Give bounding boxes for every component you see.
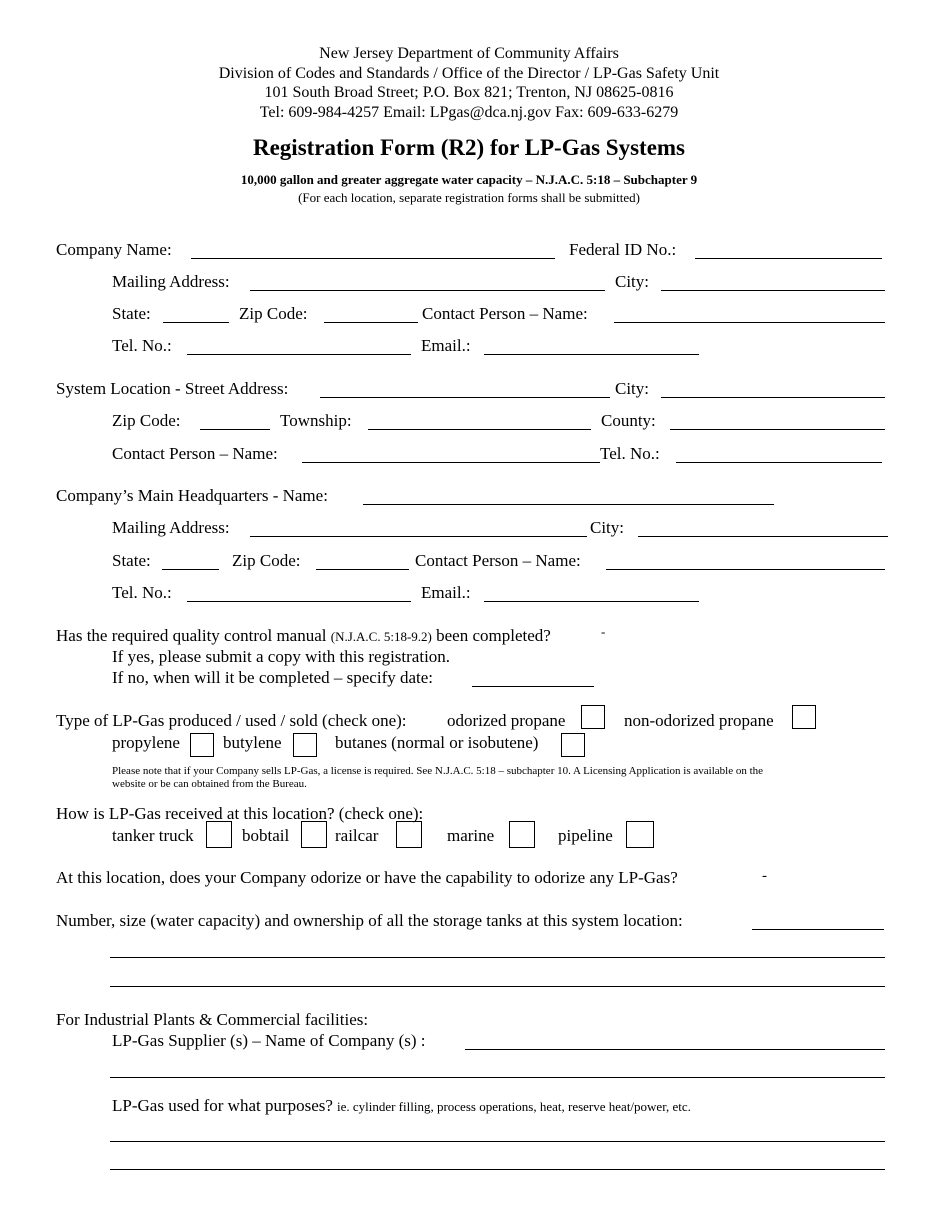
system-zip-field[interactable]	[200, 429, 270, 430]
company-contact-label: Contact Person – Name:	[422, 304, 588, 323]
federal-id-label: Federal ID No.:	[569, 240, 677, 259]
received-tanker-checkbox[interactable]	[206, 821, 232, 848]
hq-zip-label: Zip Code:	[232, 551, 301, 570]
odorize-marker[interactable]: -	[762, 868, 767, 884]
company-city-label: City:	[615, 272, 650, 291]
gas-odorized-checkbox[interactable]	[581, 705, 605, 729]
qc-question	[56, 626, 551, 646]
hq-tel-field[interactable]	[187, 601, 411, 602]
gas-butylene-label: butylene	[223, 733, 282, 752]
received-railcar-checkbox[interactable]	[396, 821, 422, 848]
gas-odorized-label: odorized propane	[447, 711, 566, 730]
qc-no-text: If no, when will it be completed – specify date:	[112, 668, 434, 687]
company-name-label: Company Name:	[56, 240, 172, 259]
hq-name-label: Company’s Main Headquarters - Name:	[56, 486, 328, 505]
system-county-label: County:	[601, 411, 656, 430]
hq-state-label: State:	[112, 551, 151, 570]
qc-reference: (N.J.A.C. 5:18-9.2)	[330, 629, 432, 644]
company-state-label: State:	[112, 304, 151, 323]
system-city-field[interactable]	[661, 397, 885, 398]
hq-city-label: City:	[590, 518, 625, 537]
gas-butanes-checkbox[interactable]	[561, 733, 585, 757]
received-pipeline-checkbox[interactable]	[626, 821, 654, 848]
system-contact-label: Contact Person – Name:	[112, 444, 278, 463]
purpose-field-line-2[interactable]	[110, 1169, 885, 1170]
company-state-field[interactable]	[163, 322, 229, 323]
tanks-field-line-3[interactable]	[110, 986, 885, 987]
company-zip-field[interactable]	[324, 322, 418, 323]
company-mailing-label: Mailing Address:	[112, 272, 230, 291]
tanks-field-line-2[interactable]	[110, 957, 885, 958]
system-tel-label: Tel. No.:	[600, 444, 660, 463]
company-name-field[interactable]	[191, 258, 555, 259]
received-tanker-label: tanker truck	[112, 826, 194, 845]
header-contact: Tel: 609-984-4257 Email: LPgas@dca.nj.gov Fax: 609-633-6279	[259, 104, 679, 121]
license-note-line1: Please note that if your Company sells LP-Gas, a license is required. See N.J.A.C. 5:18 – subchapter 10. A Licensing Application is available on the	[112, 765, 764, 777]
gas-propylene-label: propylene	[112, 733, 180, 752]
hq-contact-label: Contact Person – Name:	[415, 551, 581, 570]
received-marine-label: marine	[447, 826, 495, 845]
header-address: 101 South Broad Street; P.O. Box 821; Trenton, NJ 08625-0816	[264, 84, 674, 101]
federal-id-field[interactable]	[695, 258, 882, 259]
system-contact-field[interactable]	[302, 462, 600, 463]
qc-date-field[interactable]	[472, 686, 594, 687]
received-railcar-label: railcar	[335, 826, 379, 845]
hq-email-label: Email.:	[421, 583, 471, 602]
received-pipeline-label: pipeline	[558, 826, 613, 845]
company-email-field[interactable]	[484, 354, 699, 355]
gas-propylene-checkbox[interactable]	[190, 733, 214, 757]
company-contact-field[interactable]	[614, 322, 885, 323]
supplier-label: LP-Gas Supplier (s) – Name of Company (s) :	[112, 1031, 426, 1050]
header-division: Division of Codes and Standards / Office of the Director / LP-Gas Safety Unit	[218, 65, 720, 82]
system-township-field[interactable]	[368, 429, 591, 430]
tanks-field[interactable]	[752, 929, 884, 930]
received-marine-checkbox[interactable]	[509, 821, 535, 848]
hq-mailing-field[interactable]	[250, 536, 587, 537]
gas-butanes-label: butanes (normal or isobutene)	[335, 733, 539, 752]
system-city-label: City:	[615, 379, 650, 398]
gas-non-odorized-label: non-odorized propane	[624, 711, 774, 730]
page-note: (For each location, separate registration forms shall be submitted)	[298, 190, 640, 205]
license-note-line2: website or be can obtained from the Bureau.	[112, 778, 307, 790]
page-subtitle: 10,000 gallon and greater aggregate water capacity – N.J.A.C. 5:18 – Subchapter 9	[240, 172, 698, 187]
company-zip-label: Zip Code:	[239, 304, 308, 323]
purpose-label: LP-Gas used for what purposes?	[112, 1096, 333, 1115]
tanks-label: Number, size (water capacity) and ownership of all the storage tanks at this system location:	[56, 911, 683, 930]
qc-marker[interactable]: -	[601, 624, 606, 639]
company-email-label: Email.:	[421, 336, 471, 355]
company-city-field[interactable]	[661, 290, 885, 291]
supplier-field-line-2[interactable]	[110, 1077, 885, 1078]
received-bobtail-checkbox[interactable]	[301, 821, 327, 848]
company-tel-label: Tel. No.:	[112, 336, 172, 355]
system-township-label: Township:	[280, 411, 352, 430]
system-street-field[interactable]	[320, 397, 610, 398]
hq-name-field[interactable]	[363, 504, 774, 505]
hq-tel-label: Tel. No.:	[112, 583, 172, 602]
supplier-field[interactable]	[465, 1049, 885, 1050]
gas-type-label: Type of LP-Gas produced / used / sold (check one):	[56, 711, 407, 730]
qc-yes-text: If yes, please submit a copy with this registration.	[112, 647, 451, 666]
hq-contact-field[interactable]	[606, 569, 885, 570]
received-label: How is LP-Gas received at this location? (check one):	[56, 804, 424, 823]
hq-email-field[interactable]	[484, 601, 699, 602]
page-title: Registration Form (R2) for LP-Gas Systems	[252, 135, 686, 160]
hq-mailing-label: Mailing Address:	[112, 518, 230, 537]
system-county-field[interactable]	[670, 429, 885, 430]
hq-zip-field[interactable]	[316, 569, 409, 570]
industrial-heading: For Industrial Plants & Commercial facilities:	[56, 1010, 369, 1029]
qc-question-end: been completed?	[436, 626, 551, 645]
gas-butylene-checkbox[interactable]	[293, 733, 317, 757]
company-tel-field[interactable]	[187, 354, 411, 355]
header-agency: New Jersey Department of Community Affairs	[319, 45, 619, 62]
received-bobtail-label: bobtail	[242, 826, 290, 845]
purpose-hint: ie. cylinder filling, process operations, heat, reserve heat/power, etc.	[336, 1099, 691, 1114]
system-zip-label: Zip Code:	[112, 411, 181, 430]
gas-non-odorized-checkbox[interactable]	[792, 705, 816, 729]
qc-question-text: Has the required quality control manual	[56, 626, 327, 645]
company-mailing-field[interactable]	[250, 290, 605, 291]
odorize-question: At this location, does your Company odorize or have the capability to odorize any LP-Gas?	[56, 868, 678, 887]
hq-city-field[interactable]	[638, 536, 888, 537]
system-street-label: System Location - Street Address:	[56, 379, 289, 398]
system-tel-field[interactable]	[676, 462, 882, 463]
purpose-field-line-1[interactable]	[110, 1141, 885, 1142]
purpose-line	[112, 1096, 691, 1116]
hq-state-field[interactable]	[162, 569, 219, 570]
